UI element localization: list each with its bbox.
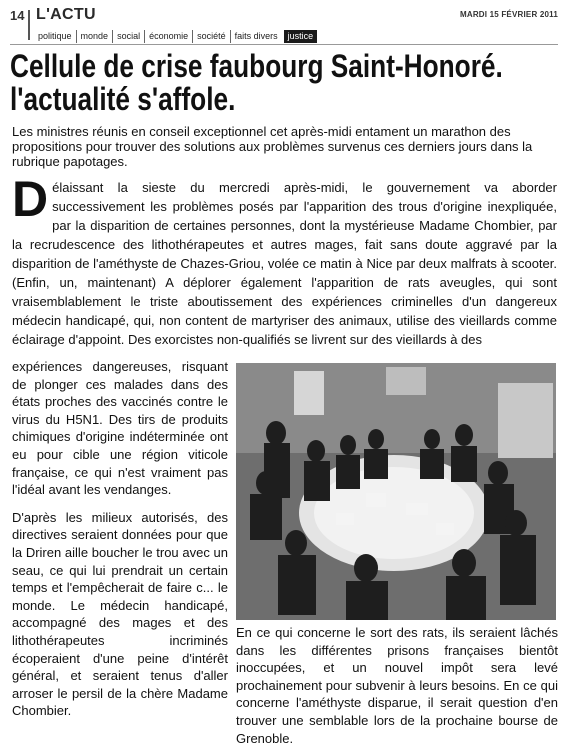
nav-item-societe[interactable]: société xyxy=(192,30,230,43)
meeting-photo xyxy=(236,363,556,620)
body-top-text: élaissant la sieste du mercredi après-midi, le gouvernement va aborder successivement les problèmes posés par l'apparition des trous d'origine inexpliquée, par la disparition de certaines personnes, dont la mystérieuse Madame Chombier, par la recrudescence des lithothérapeutes et autres mages, fait sans doute aggravé par la disparition de l'améthyste de Chazes-Griou, volée ce matin à Nice par deux malfrats à scooter. (Enfin, un, maintenant) A déplorer également l'apparition de rats aveugles, qui sont vraisemblablement le triste aboutissement des expériences criminelles d'un dangereux médecin handicapé, qui, non content de martyriser des animaux, utilise des vieillards comme éclairage d'appoint. Des exorcistes non-qualifiés se livrent sur des vieillards à des xyxy=(12,180,557,347)
article-column-right: En ce qui concerne le sort des rats, ils seraient lâchés dans les différentes prisons françaises bientôt inoccupées, et un nouvel impôt sera levé prochainement pour subvenir à leurs besoins. En ce qui concerne l'améthyste disparue, il serait question d'en trouver une semblable lors de la prochaine bourse de Grenoble. xyxy=(236,625,558,746)
headline-line-2: l'actualité s'affole. xyxy=(10,81,236,117)
meeting-photo-illustration xyxy=(236,363,556,620)
issue-date: MARDI 15 FÉVRIER 2011 xyxy=(459,10,558,19)
nav-item-economie[interactable]: économie xyxy=(144,30,192,43)
page-number: 14 xyxy=(10,8,25,23)
article-body-top xyxy=(12,171,557,349)
headline-line-1: Cellule de crise faubourg Saint-Honoré. xyxy=(10,48,503,84)
nav-item-faits-divers[interactable]: faits divers xyxy=(230,30,282,43)
header-divider xyxy=(28,10,30,40)
nav-item-justice[interactable]: justice xyxy=(284,30,318,43)
nav-item-monde[interactable]: monde xyxy=(76,30,113,43)
nav-item-social[interactable]: social xyxy=(112,30,144,43)
article-headline xyxy=(10,48,503,117)
section-nav xyxy=(34,30,317,43)
header-rule xyxy=(10,44,558,45)
column-left-paragraph-2: D'après les milieux autorisés, des directives seraient données pour que la Driren aille boucher le trou avec un seau, ce qui lui prendrait un certain temps et l'empêcherait de faire c... le monde. Le médecin handicapé, accompagné des mages et des lithothérapeutes incriminés écoperaient d'une peine d'intérêt général, et seraient tenus d'aller arroser le persil de la chère Madame Chombier. xyxy=(12,509,228,719)
page-header xyxy=(10,6,558,44)
section-title: L'ACTU xyxy=(36,6,96,23)
article-column-left xyxy=(12,358,228,730)
nav-item-politique[interactable]: politique xyxy=(38,31,72,41)
column-left-paragraph-1: expériences dangereuses, risquant de plonger ces malades dans des états proches des vaccinés contre le virus du H5N1. Des tirs de produits chimiques d'origine indéterminée ont eu pour cible une région viticole française, ce qui n'est vraiment pas l'idéal avant les vendanges. xyxy=(12,359,228,498)
article-lead: Les ministres réunis en conseil exceptionnel cet après-midi entament un marathon des propositions pour trouver des solutions aux problèmes survenus ces derniers jours dans la rubrique papotages. xyxy=(12,124,533,169)
drop-cap: D xyxy=(12,171,49,227)
